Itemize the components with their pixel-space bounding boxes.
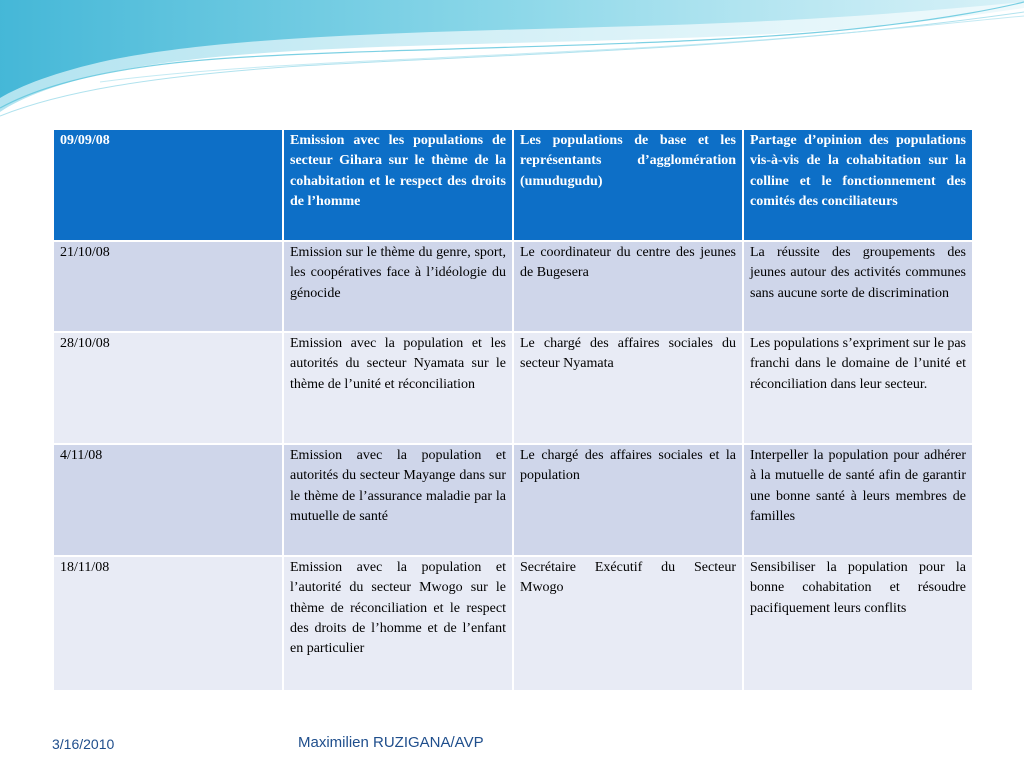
result-cell: Les populations s’expriment sur le pas franchi dans le domaine de l’unité et réconciliation dans leur secteur. [743,332,973,444]
result-cell: Partage d’opinion des populations vis-à-vis de la cohabitation sur la colline et le fonctionnement des comités des conciliateurs [743,129,973,241]
activity-cell: Emission avec la population et les autorités du secteur Nyamata sur le thème de l’unité et réconciliation [283,332,513,444]
table-row [53,332,973,444]
participants-cell: Le chargé des affaires sociales du secteur Nyamata [513,332,743,444]
participants-cell: Le coordinateur du centre des jeunes de Bugesera [513,241,743,332]
participants-cell: Le chargé des affaires sociales et la population [513,444,743,556]
activities-table [52,128,974,692]
date-cell: 18/11/08 [53,556,283,691]
footer-date: 3/16/2010 [52,736,115,752]
result-cell: La réussite des groupements des jeunes autour des activités communes sans aucune sorte de discrimination [743,241,973,332]
activity-cell: Emission avec la population et autorités du secteur Mayange dans sur le thème de l’assurance maladie par la mutuelle de santé [283,444,513,556]
date-cell: 21/10/08 [53,241,283,332]
table-row [53,556,973,691]
activity-cell: Emission sur le thème du genre, sport, les coopératives face à l’idéologie du génocide [283,241,513,332]
table-row [53,444,973,556]
table-row [53,129,973,241]
participants-cell: Secrétaire Exécutif du Secteur Mwogo [513,556,743,691]
result-cell: Sensibiliser la population pour la bonne cohabitation et résoudre pacifiquement leurs conflits [743,556,973,691]
activities-table-container [52,128,972,692]
date-cell: 09/09/08 [53,129,283,241]
footer-author: Maximilien RUZIGANA/AVP [298,734,484,751]
participants-cell: Les populations de base et les représentants d’agglomération (umudugudu) [513,129,743,241]
activity-cell: Emission avec les populations de secteur Gihara sur le thème de la cohabitation et le respect des droits de l’homme [283,129,513,241]
decorative-wave-banner [0,0,1024,130]
date-cell: 28/10/08 [53,332,283,444]
activity-cell: Emission avec la population et l’autorité du secteur Mwogo sur le thème de réconciliation et le respect des droits de l’homme et de l’enfant en particulier [283,556,513,691]
result-cell: Interpeller la population pour adhérer à la mutuelle de santé afin de garantir une bonne santé à leurs membres de familles [743,444,973,556]
date-cell: 4/11/08 [53,444,283,556]
table-row [53,241,973,332]
